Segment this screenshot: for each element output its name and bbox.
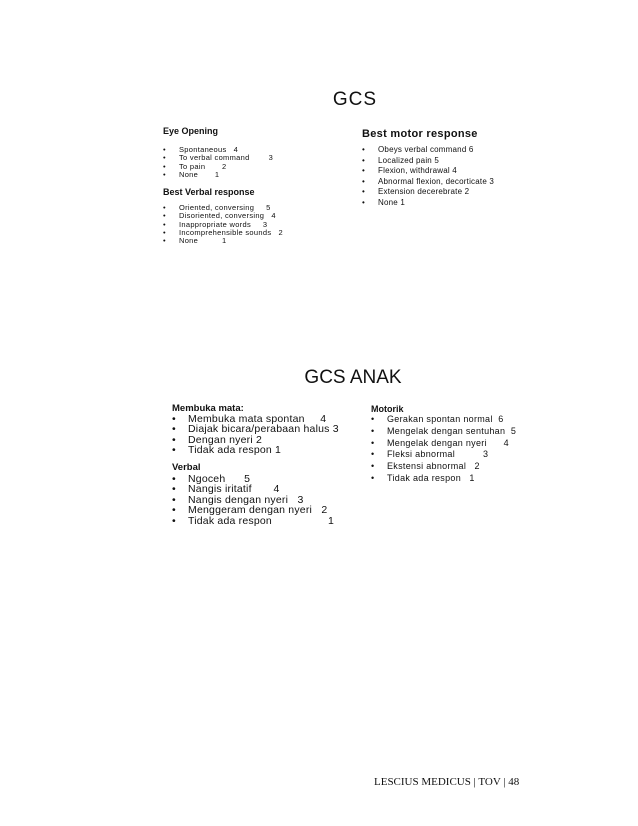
list-item: • Inappropriate words 3: [163, 219, 268, 229]
list-item: • Disoriented, conversing 4: [163, 211, 276, 221]
list-item: • Gerakan spontan normal 6: [371, 414, 504, 424]
list-item: • Nangis dengan nyeri 3: [172, 493, 304, 506]
list-item: • Extension decerebrate 2: [362, 187, 470, 197]
eye-opening-heading: Eye Opening: [163, 126, 219, 136]
list-item: • Membuka mata spontan 4: [172, 413, 327, 425]
list-item: • Nangis iritatif 4: [172, 483, 280, 496]
list-item: • None 1: [362, 197, 405, 207]
motorik-heading: Motorik: [371, 404, 404, 414]
best-verbal-list: [163, 204, 283, 245]
list-item: • Dengan nyeri 2: [172, 433, 263, 446]
list-item: • Tidak ada respon 1: [172, 514, 335, 527]
gcs-title: GCS: [332, 89, 378, 110]
list-item: • Diajak bicara/perabaan halus 3: [172, 423, 339, 436]
list-item: • None 1: [163, 169, 220, 179]
list-item: • Menggeram dengan nyeri 2: [172, 504, 328, 517]
list-item: • Fleksi abnormal 3: [371, 449, 489, 460]
list-item: • Obeys verbal command 6: [362, 145, 474, 154]
gcs-anak-title: GCS ANAK: [304, 367, 402, 388]
list-item: • Oriented, conversing 5: [163, 203, 271, 212]
list-item: • Flexion, withdrawal 4: [362, 166, 457, 176]
list-item: • Spontaneous 4: [163, 145, 239, 154]
list-item: • Incomprehensible sounds 2: [163, 227, 283, 237]
membuka-mata-list: [172, 414, 339, 456]
list-item: • Tidak ada respon 1: [371, 472, 475, 483]
list-item: • Abnormal flexion, decorticate 3: [362, 176, 495, 186]
list-item: • Mengelak dengan sentuhan 5: [371, 425, 517, 436]
motorik-list: [371, 414, 516, 485]
verbal-list: [172, 474, 334, 526]
best-verbal-heading: Best Verbal response: [163, 187, 255, 197]
page-footer: LESCIUS MEDICUS | TOV | 48: [374, 776, 520, 788]
list-item: • None 1: [163, 236, 227, 246]
list-item: • Tidak ada respon 1: [172, 444, 282, 457]
list-item: • Ngoceh 5: [172, 473, 251, 485]
eye-opening-list: [163, 146, 273, 179]
list-item: • Ekstensi abnormal 2: [371, 461, 480, 472]
best-motor-heading: Best motor response: [362, 128, 478, 140]
list-item: • To verbal command 3: [163, 153, 274, 163]
verbal-heading: Verbal: [172, 462, 201, 473]
list-item: • Mengelak dengan nyeri 4: [371, 437, 509, 448]
list-item: • To pain 2: [163, 161, 227, 171]
membuka-mata-heading: Membuka mata:: [172, 403, 244, 414]
list-item: • Localized pain 5: [362, 155, 440, 165]
best-motor-list: [362, 145, 494, 209]
